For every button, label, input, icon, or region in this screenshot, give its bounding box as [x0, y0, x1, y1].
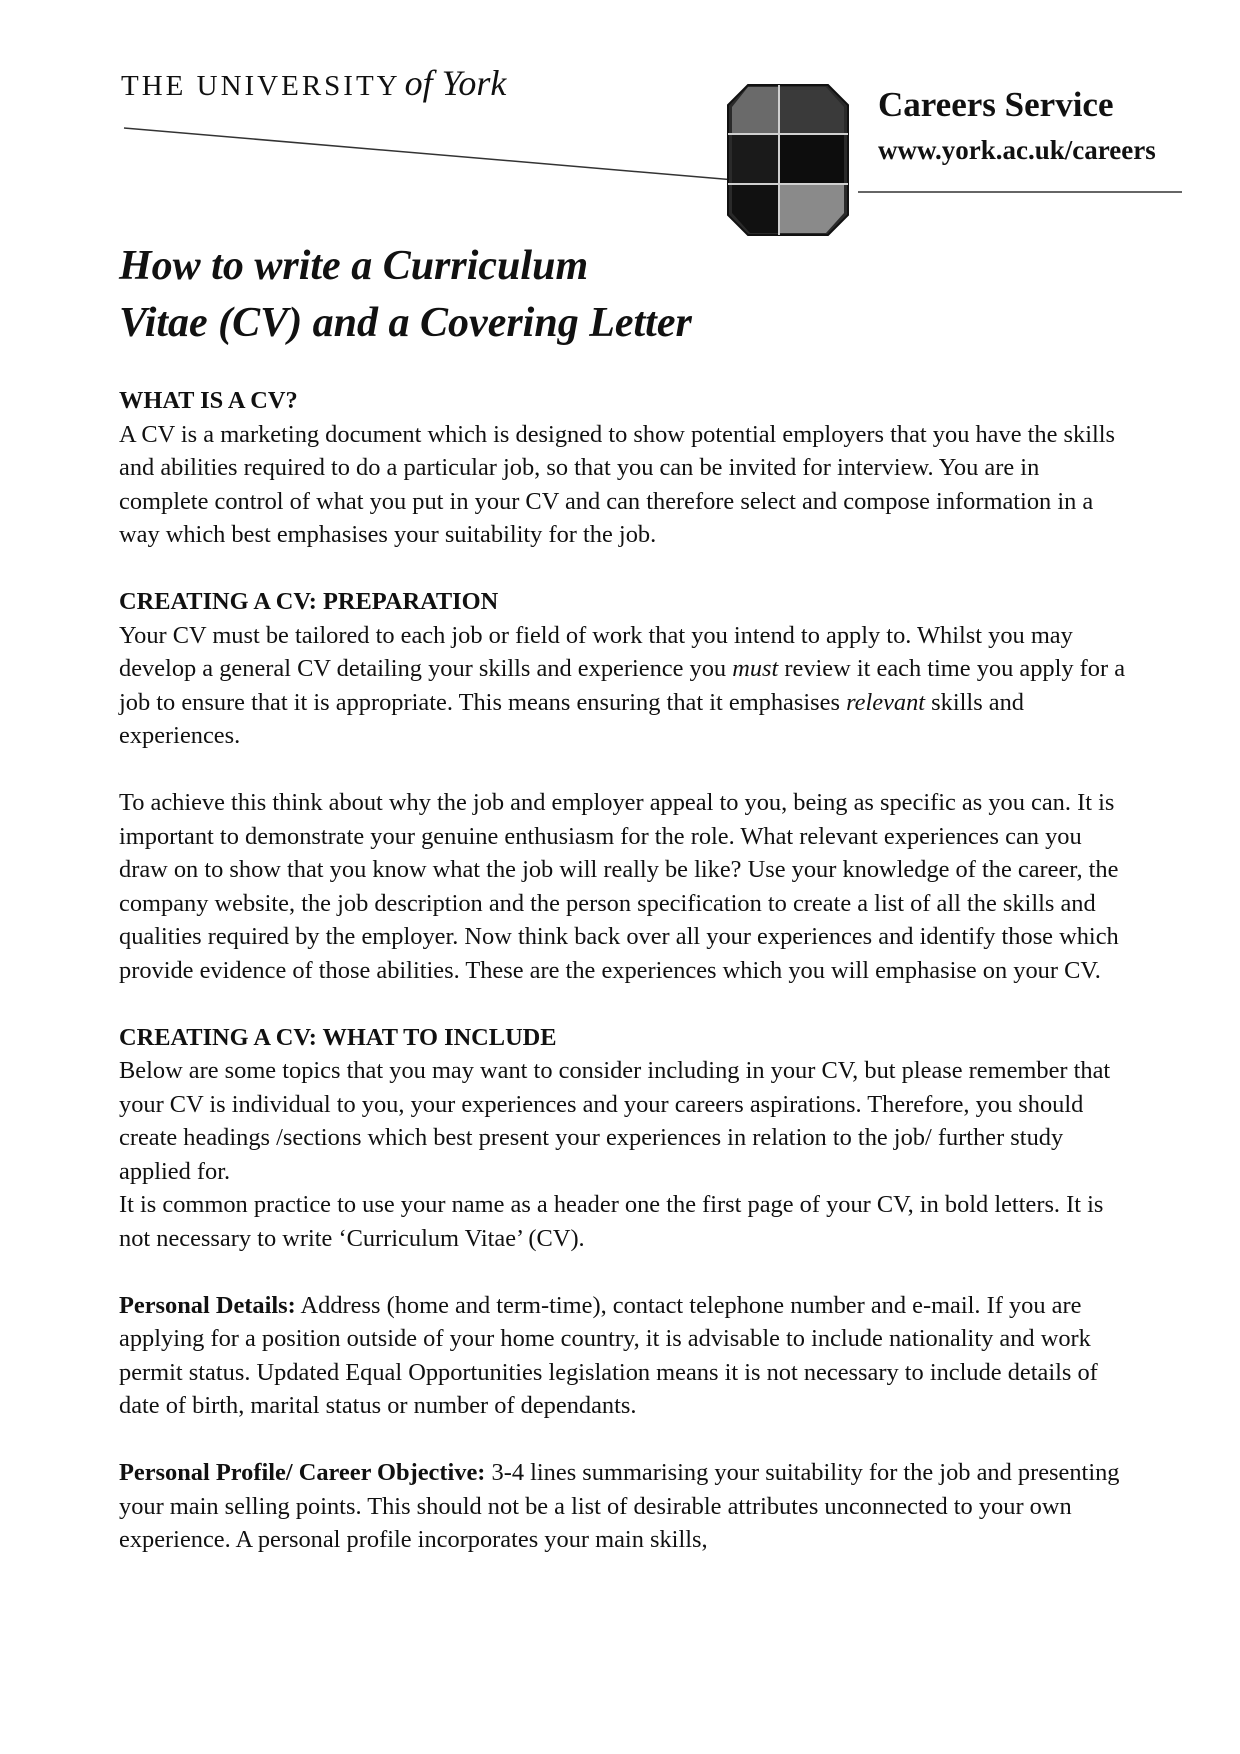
university-name: THE UNIVERSITY — [121, 70, 401, 102]
document-title — [119, 238, 1019, 352]
careers-emblem-icon — [718, 75, 858, 245]
personal-details-label: Personal Details: — [119, 1291, 296, 1319]
section-heading-include: CREATING A CV: WHAT TO INCLUDE — [119, 1023, 557, 1051]
title-line-2: Vitae (CV) and a Covering Letter — [119, 300, 692, 346]
paragraph-personal-details: Personal Details: Address (home and term-time), contact telephone number and e-mail. If you are applying for a position outside of your home country, it is advisable to include nationality and work permit status. Updated Equal Opportunities legislation means it is not necessary to include details of date of birth, marital status or number of dependants. — [119, 1291, 1098, 1419]
title-line-1: How to write a Curriculum — [119, 243, 589, 289]
paragraph-preparation-1: Your CV must be tailored to each job or field of work that you intend to apply to. Whilst you may develop a general CV detailing your skills and experience you must review it each time you apply for a job to ensure that it is appropriate. This means ensuring that it emphasises relevant skills and experiences. — [119, 621, 1126, 749]
paragraph-include-1: Below are some topics that you may want to consider including in your CV, but please remember that your CV is individual to you, your experiences and your careers aspirations. Therefore, you should create headings /sections which best present your experiences in relation to the job/ further study applied for. — [119, 1057, 1111, 1185]
university-suffix: of York — [404, 63, 507, 103]
paragraph-personal-profile: Personal Profile/ Career Objective: 3-4 lines summarising your suitability for the job and presenting your main selling points. This should not be a list of desirable attributes unconnected to your own experience. A personal profile incorporates your main skills, — [119, 1459, 1120, 1553]
section-heading-what-is: WHAT IS A CV? — [119, 387, 298, 414]
section-heading-preparation: CREATING A CV: PREPARATION — [119, 588, 499, 615]
document-body — [119, 384, 1129, 1557]
service-url: www.york.ac.uk/careers — [878, 135, 1156, 165]
paragraph-include-2: It is common practice to use your name as a header one the first page of your CV, in bold letters. It is not necessary to write ‘Curriculum Vitae’ (CV). — [119, 1191, 1104, 1252]
personal-profile-label: Personal Profile/ Career Objective: — [119, 1459, 486, 1486]
paragraph-preparation-2: To achieve this think about why the job and employer appeal to you, being as specific as you can. It is important to demonstrate your genuine enthusiasm for the role. What relevant experiences can you draw on to show that you know what the job will really be like? Use your knowledge of the career, the company website, the job description and the person specification to create a list of all the skills and qualities required by the employer. Now think back over all your experiences and identify those which provide evidence of those abilities. These are the experiences which you will emphasise on your CV. — [119, 789, 1119, 984]
paragraph-what-is: A CV is a marketing document which is designed to show potential employers that you have the skills and abilities required to do a particular job, so that you can be invited for interview. You are in complete control of what you put in your CV and can therefore select and compose information in a way which best emphasises your suitability for the job. — [119, 420, 1116, 548]
service-title: Careers Service — [878, 85, 1114, 124]
